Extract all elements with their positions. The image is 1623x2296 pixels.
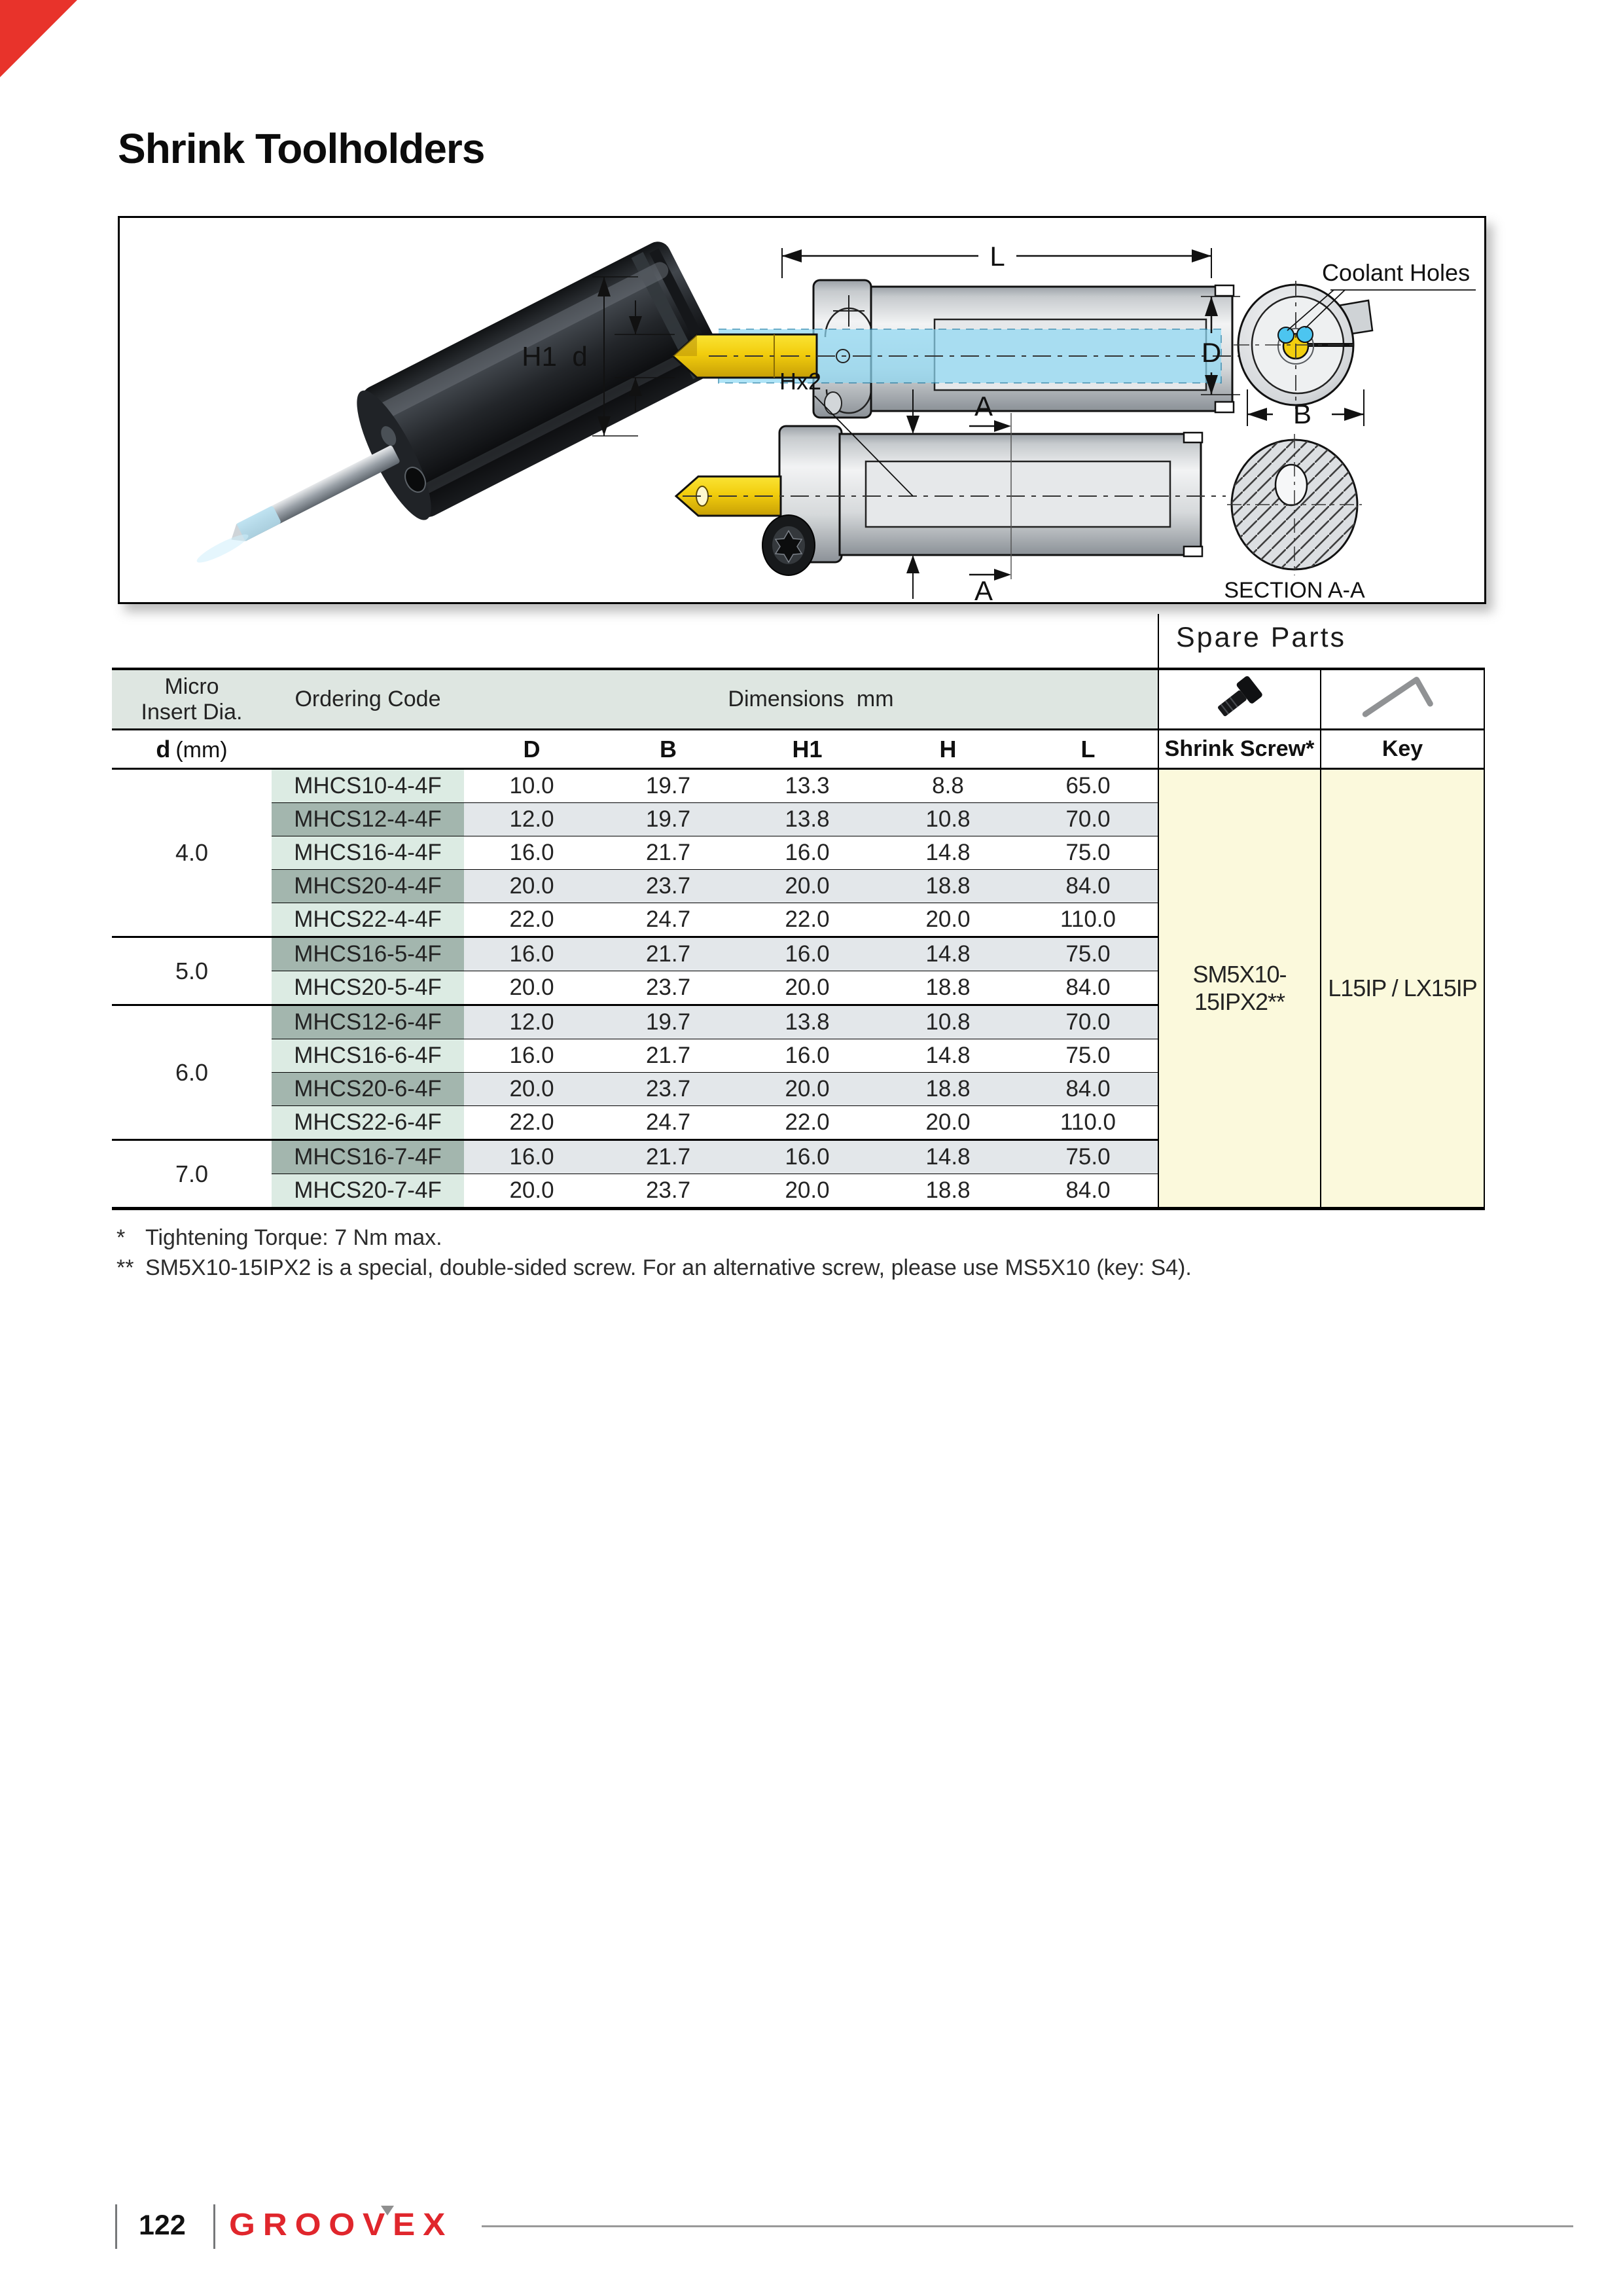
col-header-B: B: [599, 730, 737, 769]
cell-dim-H1: 16.0: [737, 836, 878, 870]
cell-dim-H: 14.8: [878, 937, 1018, 971]
cell-dim-L: 84.0: [1018, 870, 1158, 903]
cell-dim-H1: 13.8: [737, 803, 878, 836]
cell-dim-H: 20.0: [878, 1106, 1018, 1140]
cell-dim-D: 20.0: [464, 870, 599, 903]
dim-label-L: L: [990, 241, 1005, 272]
cell-dim-L: 110.0: [1018, 1106, 1158, 1140]
cell-shrink-screw: SM5X10-15IPX2**: [1158, 769, 1321, 1209]
cell-dim-H: 18.8: [878, 1174, 1018, 1209]
front-view-drawing: [1201, 259, 1476, 429]
cell-dim-L: 84.0: [1018, 971, 1158, 1005]
cell-dim-D: 16.0: [464, 1140, 599, 1174]
cell-dim-B: 21.7: [599, 1140, 737, 1174]
spec-table: [112, 668, 1485, 1210]
cell-insert-dia: 6.0: [112, 1005, 272, 1140]
cell-ordering-code: MHCS12-6-4F: [272, 1005, 464, 1039]
cell-dim-H1: 20.0: [737, 1174, 878, 1209]
brand-logo: [229, 2207, 454, 2243]
cell-dim-B: 21.7: [599, 937, 737, 971]
col-header-H: H: [878, 730, 1018, 769]
cell-dim-H: 10.8: [878, 803, 1018, 836]
cell-dim-D: 20.0: [464, 1174, 599, 1209]
corner-triangle: [0, 0, 77, 77]
cell-dim-H1: 13.3: [737, 769, 878, 803]
cell-dim-H: 18.8: [878, 1073, 1018, 1106]
page-number: 122: [139, 2210, 186, 2241]
section-label-A-bottom: A: [974, 575, 993, 606]
cell-ordering-code: MHCS16-7-4F: [272, 1140, 464, 1174]
cell-dim-L: 75.0: [1018, 836, 1158, 870]
cell-ordering-code: MHCS10-4-4F: [272, 769, 464, 803]
col-header-key: Key: [1321, 730, 1484, 769]
cell-dim-D: 10.0: [464, 769, 599, 803]
cell-dim-L: 75.0: [1018, 937, 1158, 971]
cell-dim-L: 70.0: [1018, 1005, 1158, 1039]
col-header-ordering-code: Ordering Code: [272, 669, 464, 730]
col-header-code-blank: [272, 730, 464, 769]
footnote-screw: ** SM5X10-15IPX2 is a special, double-sided screw. For an alternative screw, please use MS5X10 (key: S4).: [116, 1255, 1192, 1280]
cell-dim-H1: 13.8: [737, 1005, 878, 1039]
cell-dim-H1: 16.0: [737, 937, 878, 971]
footer-divider-left: [115, 2204, 117, 2249]
toolholder-photo-image: [162, 237, 728, 620]
col-header-d-mm: d (mm): [112, 730, 272, 769]
cell-dim-H1: 20.0: [737, 1073, 878, 1106]
section-label-A-top: A: [974, 391, 993, 422]
footnote-torque: * Tightening Torque: 7 Nm max.: [116, 1225, 442, 1250]
cell-dim-H1: 16.0: [737, 1140, 878, 1174]
cell-ordering-code: MHCS22-6-4F: [272, 1106, 464, 1140]
cell-dim-D: 16.0: [464, 937, 599, 971]
cell-dim-L: 70.0: [1018, 803, 1158, 836]
col-header-dimensions: Dimensions mm: [464, 669, 1158, 730]
coolant-holes-label: Coolant Holes: [1321, 259, 1471, 286]
cell-ordering-code: MHCS22-4-4F: [272, 903, 464, 937]
section-a-a-label: SECTION A-A: [1224, 578, 1365, 603]
cell-insert-dia: 5.0: [112, 937, 272, 1005]
cell-ordering-code: MHCS12-4-4F: [272, 803, 464, 836]
cell-dim-D: 12.0: [464, 803, 599, 836]
brand-logo-text: GROOVEX: [229, 2208, 454, 2242]
col-header-L: L: [1018, 730, 1158, 769]
cell-dim-H1: 20.0: [737, 870, 878, 903]
cell-dim-L: 110.0: [1018, 903, 1158, 937]
dim-label-B: B: [1293, 399, 1312, 429]
cell-ordering-code: MHCS20-7-4F: [272, 1174, 464, 1209]
cell-dim-D: 16.0: [464, 1039, 599, 1073]
cell-dim-H: 14.8: [878, 1039, 1018, 1073]
dim-label-H1: H1: [522, 341, 557, 372]
cell-dim-H: 18.8: [878, 870, 1018, 903]
page-footer: [0, 2199, 1623, 2265]
cell-dim-H: 14.8: [878, 1140, 1018, 1174]
cell-dim-H1: 16.0: [737, 1039, 878, 1073]
cell-dim-D: 20.0: [464, 1073, 599, 1106]
cell-dim-D: 22.0: [464, 903, 599, 937]
cell-ordering-code: MHCS20-6-4F: [272, 1073, 464, 1106]
dim-label-Hx2: Hx2: [779, 368, 822, 395]
dim-label-D: D: [1201, 337, 1222, 368]
spare-parts-title: Spare Parts: [1176, 622, 1347, 653]
cell-ordering-code: MHCS20-5-4F: [272, 971, 464, 1005]
cell-dim-D: 22.0: [464, 1106, 599, 1140]
dim-label-d: d: [572, 341, 588, 372]
footer-divider-right: [213, 2204, 215, 2249]
page-title: Shrink Toolholders: [118, 125, 485, 172]
hex-key-icon: [1353, 670, 1452, 723]
cell-dim-B: 23.7: [599, 1073, 737, 1106]
cell-ordering-code: MHCS20-4-4F: [272, 870, 464, 903]
cell-ordering-code: MHCS16-4-4F: [272, 836, 464, 870]
cell-dim-B: 23.7: [599, 1174, 737, 1209]
footer-rule: [482, 2225, 1573, 2227]
col-header-D: D: [464, 730, 599, 769]
cell-dim-H: 18.8: [878, 971, 1018, 1005]
spare-key-icon-cell: [1321, 669, 1484, 730]
cell-key: L15IP / LX15IP: [1321, 769, 1484, 1209]
cell-ordering-code: MHCS16-5-4F: [272, 937, 464, 971]
cell-dim-H: 14.8: [878, 836, 1018, 870]
brand-triangle-icon: [381, 2206, 394, 2215]
cell-dim-B: 24.7: [599, 903, 737, 937]
cell-dim-H1: 22.0: [737, 903, 878, 937]
cell-dim-B: 24.7: [599, 1106, 737, 1140]
cell-dim-L: 65.0: [1018, 769, 1158, 803]
spare-screw-icon-cell: [1158, 669, 1321, 730]
cell-dim-B: 19.7: [599, 769, 737, 803]
cell-dim-B: 19.7: [599, 1005, 737, 1039]
col-header-shrink-screw: Shrink Screw*: [1158, 730, 1321, 769]
cell-dim-B: 19.7: [599, 803, 737, 836]
cell-dim-B: 23.7: [599, 971, 737, 1005]
cell-dim-H1: 20.0: [737, 971, 878, 1005]
cell-dim-H1: 22.0: [737, 1106, 878, 1140]
cell-insert-dia: 7.0: [112, 1140, 272, 1209]
table-row: [112, 769, 1484, 803]
cell-dim-H: 20.0: [878, 903, 1018, 937]
cell-dim-B: 21.7: [599, 1039, 737, 1073]
cell-dim-B: 23.7: [599, 870, 737, 903]
technical-diagram: [120, 218, 1484, 606]
cell-ordering-code: MHCS16-6-4F: [272, 1039, 464, 1073]
shrink-screw-icon: [1201, 670, 1278, 723]
footnotes: [116, 1223, 1262, 1283]
col-header-H1: H1: [737, 730, 878, 769]
spare-parts-divider: [1158, 614, 1159, 669]
diagram-box: [118, 216, 1486, 604]
col-header-micro-insert-dia: Micro Insert Dia.: [112, 669, 272, 730]
cell-dim-L: 84.0: [1018, 1073, 1158, 1106]
cell-dim-L: 75.0: [1018, 1140, 1158, 1174]
cell-insert-dia: 4.0: [112, 769, 272, 937]
cell-dim-D: 20.0: [464, 971, 599, 1005]
cell-dim-B: 21.7: [599, 836, 737, 870]
cell-dim-D: 16.0: [464, 836, 599, 870]
section-a-a-view: [1224, 434, 1365, 603]
cell-dim-H: 10.8: [878, 1005, 1018, 1039]
cell-dim-H: 8.8: [878, 769, 1018, 803]
cell-dim-L: 84.0: [1018, 1174, 1158, 1209]
cell-dim-L: 75.0: [1018, 1039, 1158, 1073]
cell-dim-D: 12.0: [464, 1005, 599, 1039]
